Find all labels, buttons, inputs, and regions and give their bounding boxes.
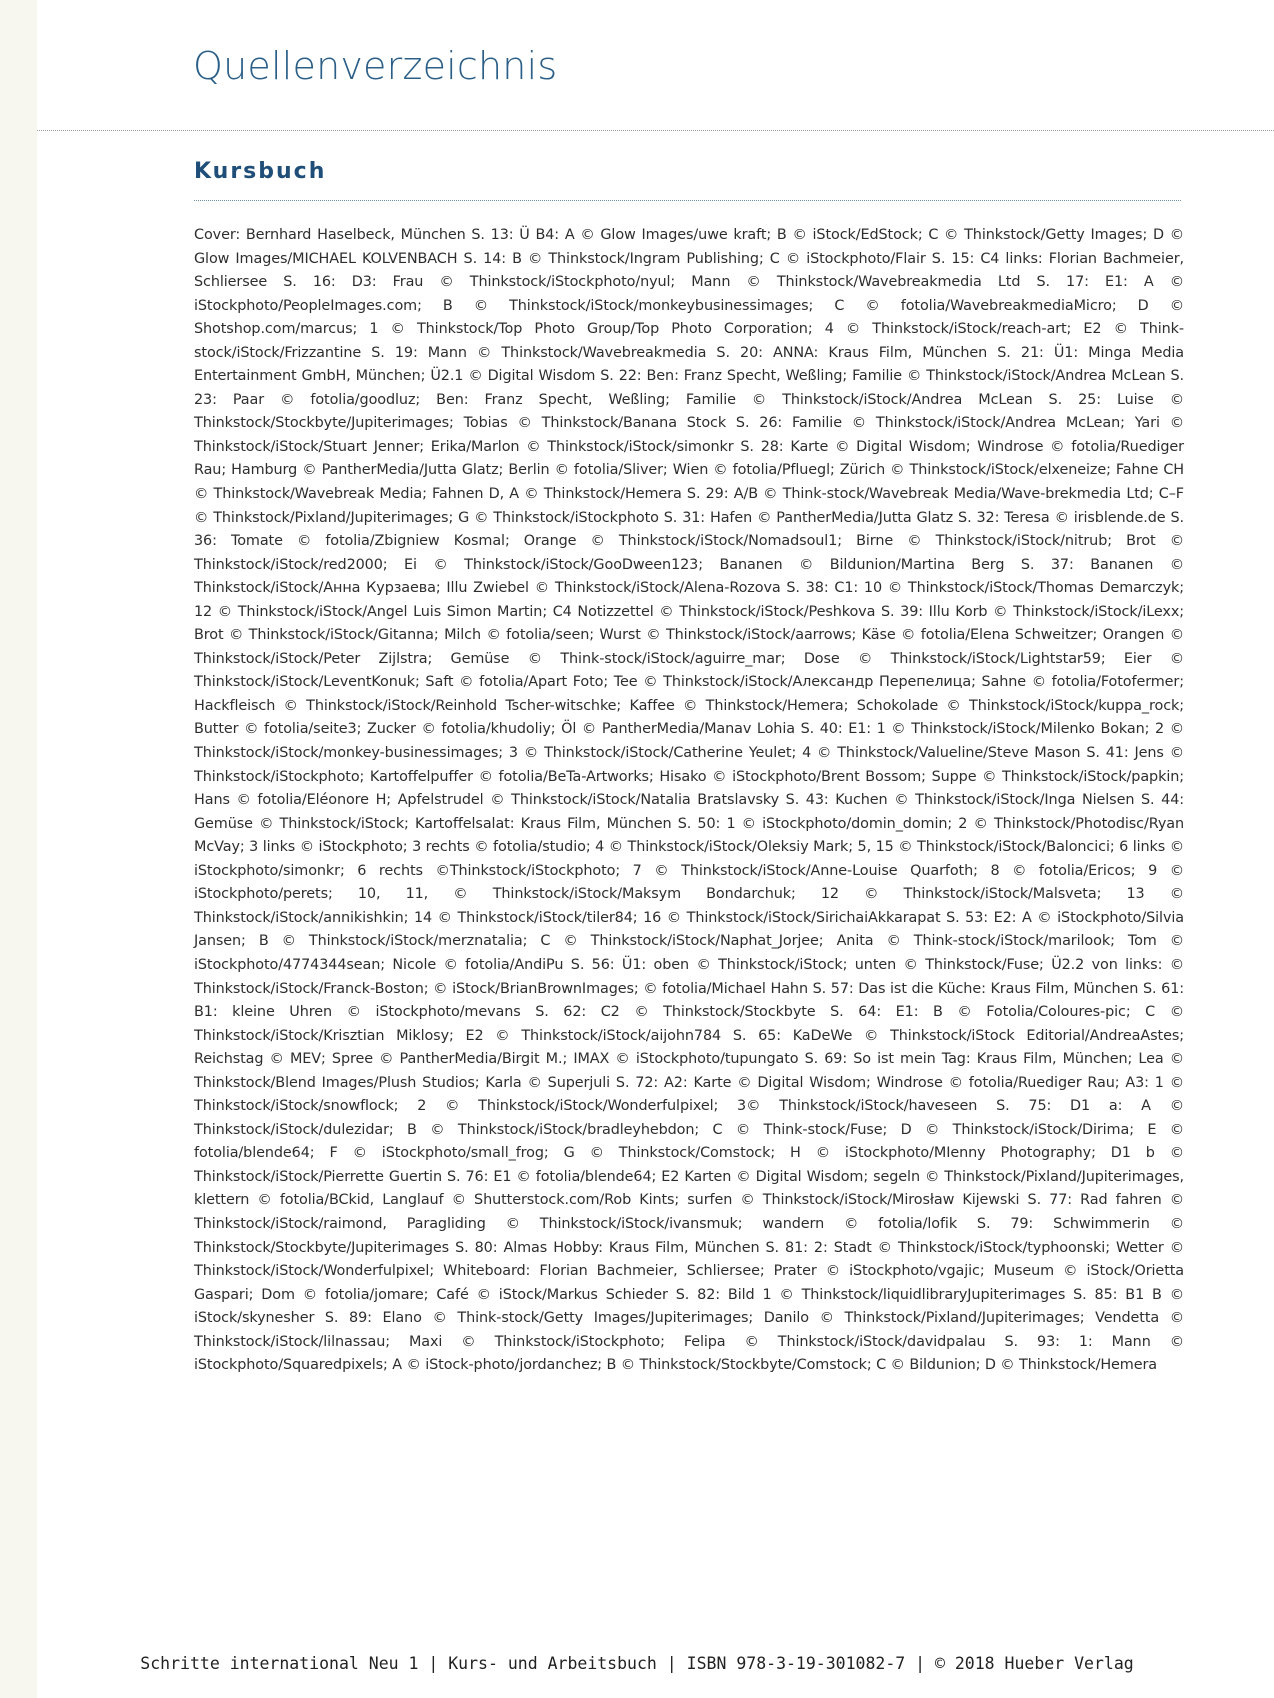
left-margin-strip (0, 0, 37, 1698)
page-title: Quellenverzeichnis (193, 44, 558, 88)
section-divider (194, 200, 1181, 201)
header-divider (37, 130, 1274, 131)
image-credits-text: Cover: Bernhard Haselbeck, München S. 13: Ü B4: A © Glow Images/uwe kraft; B © iStock/EdStock; C © Thinkstock/Getty Images; D © Glow Images/MICHAEL KOLVENBACH S. 14: B © Thinkstock/Ingram Publishing; C © iStockphoto/Flair S. 15: C4 links: Florian Bachmeier, Schliersee S. 16: D3: Frau © Thinkstock/iStockphoto/nyul; Mann © Thinkstock/Wavebreakmedia Ltd S. 17: E1: A © iStockphoto/PeopleImages.com; B © Thinkstock/iStock/monkeybusinessimages; C © fotolia/WavebreakmediaMicro; D © Shotshop.com/marcus; 1 © Thinkstock/Top Photo Group/Top Photo Corporation; 4 © Thinkstock/iStock/reach-art; E2 © Think-stock/iStock/Frizzantine S. 19: Mann © Thinkstock/Wavebreakmedia S. 20: ANNA: Kraus Film, München S. 21: Ü1: Minga Media Entertainment GmbH, München; Ü2.1 © Digital Wisdom S. 22: Ben: Franz Specht, Weßling; Familie © Thinkstock/iStock/Andrea McLean S. 23: Paar © fotolia/goodluz; Ben: Franz Specht, Weßling; Familie © Thinkstock/iStock/Andrea McLean S. 25: Luise © Thinkstock/Stockbyte/Jupiterimages; Tobias © Thinkstock/Banana Stock S. 26: Familie © Thinkstock/iStock/Andrea McLean; Yari © Thinkstock/iStock/Stuart Jenner; Erika/Marlon © Thinkstock/iStock/simonkr S. 28: Karte © Digital Wisdom; Windrose © fotolia/Ruediger Rau; Hamburg © PantherMedia/Jutta Glatz; Berlin © fotolia/Sliver; Wien © fotolia/Pfluegl; Zürich © Thinkstock/iStock/elxeneize; Fahne CH © Thinkstock/Wavebreak Media; Fahnen D, A © Thinkstock/Hemera S. 29: A/B © Think-stock/Wavebreak Media/Wave-brekmedia Ltd; C–F © Thinkstock/Pixland/Jupiterimages; G © Thinkstock/iStockphoto S. 31: Hafen © PantherMedia/Jutta Glatz S. 32: Teresa © irisblende.de S. 36: Tomate © fotolia/Zbigniew Kosmal; Orange © Thinkstock/iStock/Nomadsoul1; Birne © Thinkstock/iStock/nitrub; Brot © Thinkstock/iStock/red2000; Ei © Thinkstock/iStock/GooDween123; Bananen © Bildunion/Martina Berg S. 37: Bananen © Thinkstock/iStock/Анна Курзаева; Illu Zwiebel © Thinkstock/iStock/Alena-Rozova S. 38: C1: 10 © Thinkstock/iStock/Thomas Demarczyk; 12 © Thinkstock/iStock/Angel Luis Simon Martin; C4 Notizzettel © Thinkstock/iStock/Peshkova S. 39: Illu Korb © Thinkstock/iStock/iLexx; Brot © Thinkstock/iStock/Gitanna; Milch © fotolia/seen; Wurst © Thinkstock/iStock/aarrows; Käse © fotolia/Elena Schweitzer; Orangen © Thinkstock/iStock/Peter Zijlstra; Gemüse © Think-stock/iStock/aguirre_mar; Dose © Thinkstock/iStock/Lightstar59; Eier © Thinkstock/iStock/LeventKonuk; Saft © fotolia/Apart Foto; Tee © Thinkstock/iStock/Александр Перепелица; Sahne © fotolia/Fotofermer; Hackfleisch © Thinkstock/iStock/Reinhold Tscher-witschke; Kaffee © Thinkstock/Hemera; Schokolade © Thinkstock/iStock/kuppa_rock; Butter © fotolia/seite3; Zucker © fotolia/khudoliy; Öl © PantherMedia/Manav Lohia S. 40: E1: 1 © Thinkstock/iStock/Milenko Bokan; 2 © Thinkstock/iStock/monkey-businessimages; 3 © Thinkstock/iStock/Catherine Yeulet; 4 © Thinkstock/Valueline/Steve Mason S. 41: Jens © Thinkstock/iStockphoto; Kartoffelpuffer © fotolia/BeTa-Artworks; Hisako © iStockphoto/Brent Bossom; Suppe © Thinkstock/iStock/papkin; Hans © fotolia/Eléonore H; Apfelstrudel © Thinkstock/iStock/Natalia Bratslavsky S. 43: Kuchen © Thinkstock/iStock/Inga Nielsen S. 44: Gemüse © Thinkstock/iStock; Kartoffelsalat: Kraus Film, München S. 50: 1 © iStockphoto/domin_domin; 2 © Thinkstock/Photodisc/Ryan McVay; 3 links © iStockphoto; 3 rechts © fotolia/studio; 4 © Thinkstock/iStock/Oleksiy Mark; 5, 15 © Thinkstock/iStock/Baloncici; 6 links © iStockphoto/simonkr; 6 rechts ©Thinkstock/iStockphoto; 7 © Thinkstock/iStock/Anne-Louise Quarfoth; 8 © fotolia/Ericos; 9 © iStockphoto/perets; 10, 11, © Thinkstock/iStock/Maksym Bondarchuk; 12 © Thinkstock/iStock/Malsveta; 13 © Thinkstock/iStock/annikishkin; 14 © Thinkstock/iStock/tiler84; 16 © Thinkstock/iStock/SirichaiAkkarapat S. 53: E2: A © iStockphoto/Silvia Jansen; B © Thinkstock/iStock/merznatalia; C © Thinkstock/iStock/Naphat_Jorjee; Anita © Think-stock/iStock/marilook; Tom © iStockphoto/4774344sean; Nicole © fotolia/AndiPu S. 56: Ü1: oben © Thinkstock/iStock; unten © Thinkstock/Fuse; Ü2.2 von links: © Thinkstock/iStock/Franck-Boston; © iStock/BrianBrownImages; © fotolia/Michael Hahn S. 57: Das ist die Küche: Kraus Film, München S. 61: B1: kleine Uhren © iStockphoto/mevans S. 62: C2 © Thinkstock/Stockbyte S. 64: E1: B © Fotolia/Coloures-pic; C © Thinkstock/iStock/Krisztian Miklosy; E2 © Thinkstock/iStock/aijohn784 S. 65: KaDeWe © Thinkstock/iStock Editorial/AndreaAstes; Reichstag © MEV; Spree © PantherMedia/Birgit M.; IMAX © iStockphoto/tupungato S. 69: So ist mein Tag: Kraus Film, München; Lea © Thinkstock/Blend Images/Plush Studios; Karla © Superjuli S. 72: A2: Karte © Digital Wisdom; Windrose © fotolia/Ruediger Rau; A3: 1 © Thinkstock/iStock/snowflock; 2 © Thinkstock/iStock/Wonderfulpixel; 3© Thinkstock/iStock/haveseen S. 75: D1 a: A © Thinkstock/iStock/dulezidar; B © Thinkstock/iStock/bradleyhebdon; C © Think-stock/Fuse; D © Thinkstock/iStock/Dirima; E © fotolia/blende64; F © iStockphoto/small_frog; G © Thinkstock/Comstock; H © iStockphoto/MIenny Photography; D1 b © Thinkstock/iStock/Pierrette Guertin S. 76: E1 © fotolia/blende64; E2 Karten © Digital Wisdom; segeln © Thinkstock/Pixland/Jupiterimages, klettern © fotolia/BCkid, Langlauf © Shutterstock.com/Rob Kints; surfen © Thinkstock/iStock/Mirosław Kijewski S. 77: Rad fahren © Thinkstock/iStock/raimond, Paragliding © Thinkstock/iStock/ivansmuk; wandern © fotolia/lofik S. 79: Schwimmerin © Thinkstock/Stockbyte/Jupiterimages S. 80: Almas Hobby: Kraus Film, München S. 81: 2: Stadt © Thinkstock/iStock/typhoonski; Wetter © Thinkstock/iStock/Wonderfulpixel; Whiteboard: Florian Bachmeier, Schliersee; Prater © iStockphoto/vgajic; Museum © iStock/Orietta Gaspari; Dom © fotolia/jomare; Café © iStock/Markus Schieder S. 82: Bild 1 © Thinkstock/liquidlibraryJupiterimages S. 85: B1 B © iStock/skynesher S. 89: Elano © Think-stock/Getty Images/Jupiterimages; Danilo © Thinkstock/Pixland/Jupiterimages; Vendetta © Thinkstock/iStock/lilnassau; Maxi © Thinkstock/iStockphoto; Felipa © Thinkstock/iStock/davidpalau S. 93: 1: Mann © iStockphoto/Squaredpixels; A © iStock-photo/jordanchez; B © Thinkstock/Stockbyte/Comstock; C © Bildunion; D © Thinkstock/Hemera (194, 227, 1184, 1374)
section-heading: Kursbuch (194, 159, 327, 184)
page-footer: Schritte international Neu 1 | Kurs- und Arbeitsbuch | ISBN 978-3-19-301082-7 | © 2018 Hueber Verlag (140, 1654, 1134, 1673)
